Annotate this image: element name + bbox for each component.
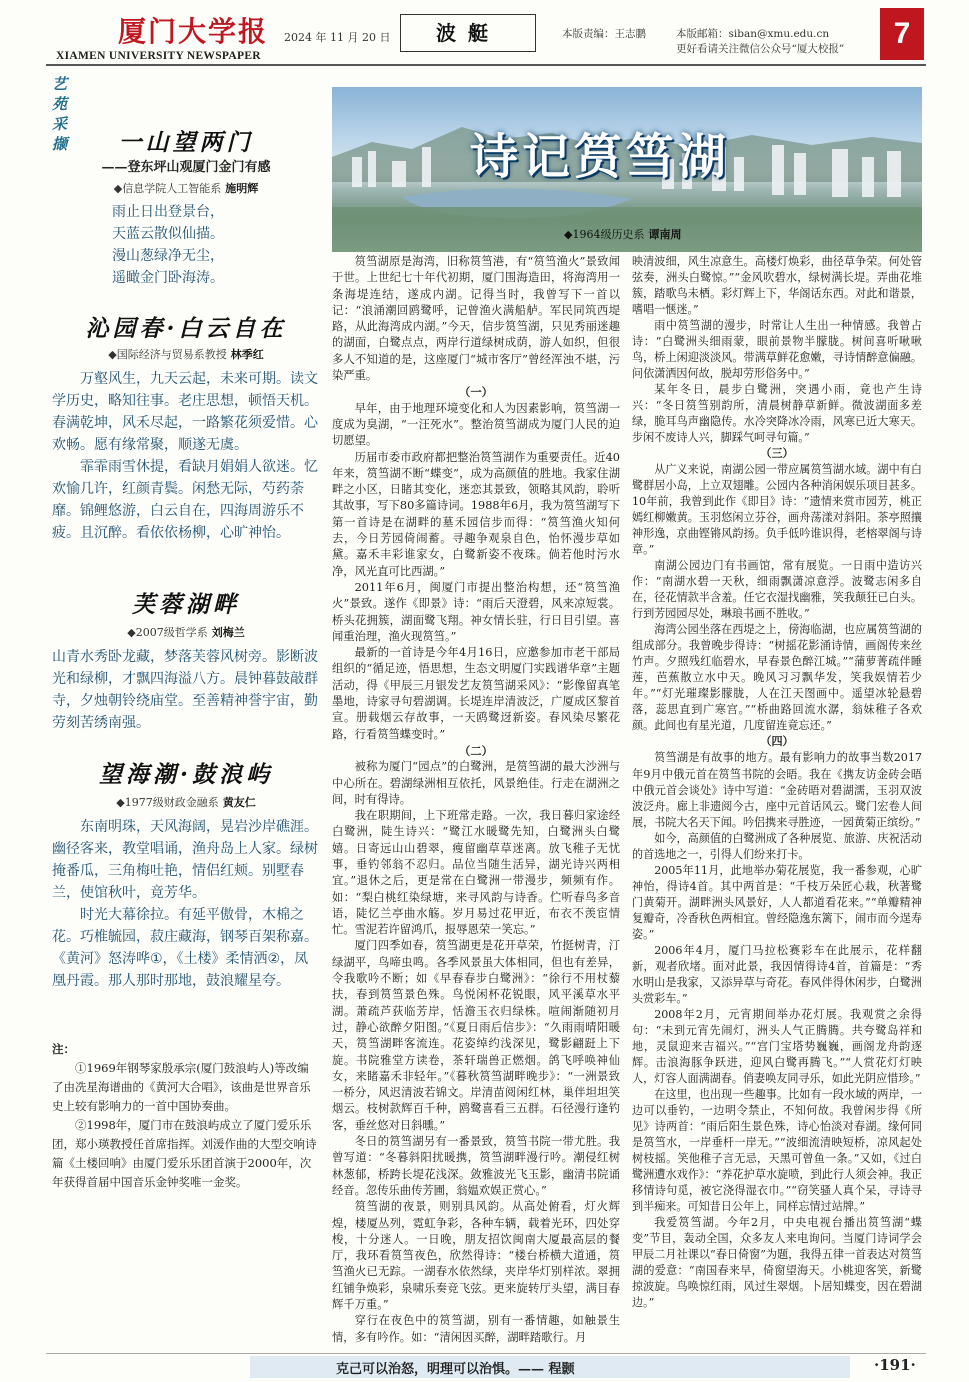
article-byline	[564, 226, 681, 242]
wechat-note: 更好看请关注微信公众号“厦大校报”	[676, 43, 845, 55]
newspaper-logo: 厦门大学报	[118, 15, 269, 48]
poem-body	[52, 816, 320, 992]
article-paragraph: 早年，由于地理环境变化和人为因素影响，筼筜湖一度成为臭湖，“一汪死水”。整治筼筜湖成为厦门人民的迫切愿望。	[332, 401, 620, 448]
article-paragraph: 冬日的筼筜湖另有一番景致，筼筜书院一带尤胜。我曾写道：“冬暮斜阳扰暖携，筼筜湖畔漫行吟。潮侵红树林葱郁，桥跨长堤花浅深。敛雅波光飞玉影，幽清书院诵经音。忽传乐曲传芳圃，翁媪欢娱正赏心。”	[332, 1135, 620, 1197]
article-paragraph: 映清波细，风生凉意生。高楼灯焕彩，曲径草争荣。何处管弦奏，洲头白鹭惊。”“金风吹碧水，绿树满长堤。弄曲花堆簇，踏歌鸟未栖。彩灯辉上下，华阁话东西。对此和谐景，嗜唱一惬迷。”	[632, 255, 922, 317]
article-paragraph: 我在职期间，上下班常走路。一次，我日暮归家途经白鹭洲，陡生诗兴：“鹭江水暖鹭先知，白鹭洲头白鹭嬉。日寄远山山碧翠，瘦留幽草草迷离。放飞稚子无忧事，垂钓邻翁不忍归。品位当随生活异，湖光诗兴两相宜。”退休之后，更是常在白鹭洲一带漫步，频频有作。如：“梨白桃红染绿塘，来寻风韵与诗香。伫听春鸟多音语，陡忆兰亭曲水觞。岁月易过花甲近，布衣不羡宦情忙。雪泥若许留鸿爪，报辱恩荣一笑忘。”	[332, 809, 620, 937]
poem-author: 刘梅兰	[211, 626, 245, 639]
folio-number: ·191·	[874, 1356, 916, 1374]
poem-subtitle: ——登东坪山观厦门金门有感	[101, 160, 271, 175]
page-email: 本版邮箱：siban@xmu.edu.cn	[676, 28, 830, 40]
article-column-2	[632, 254, 922, 1311]
column-tag: 艺苑采撷	[52, 75, 68, 153]
article-paragraph: 从广义来说，南湖公园一带应属筼筜湖水域。湖中有白鹭群居小岛，上立双翅雕。公园内各种消闲娱乐项目甚多。10年前，我曾到此作《即目》诗：“遗情来赏市园芳，桃正嫣红柳嫩黄。玉羽悠闲立芬谷，画舟荡漾对斜阳。茶亭照攘神形逸，京曲铿锵风韵扬。负手低吟谁识得，老榕翠阁与诗章。”	[632, 463, 922, 557]
poem-stanza: 万壑风生，九天云起，未来可期。读文学历史，略知往事。老庄思想，顿悟天机。春满乾坤，风禾尽起，一路繁花须爱惜。心欢畅。愿有缘常聚，顺遂无虞。	[52, 371, 318, 453]
note-item: ②1998年，厦门市在鼓浪屿成立了厦门爱乐乐团，郑小瑛教授任首席指挥。刘湲作曲的大型交响诗篇《土楼回响》由厦门爱乐乐团首演于2000年，次年获得首届中国音乐金钟奖唯一金奖。	[52, 1118, 317, 1189]
poem-body	[52, 646, 320, 734]
poem-affiliation: ◆2007级哲学系	[127, 626, 208, 639]
poem-notes	[52, 1040, 320, 1192]
article-paragraph: 某年冬日，晨步白鹭洲，突遇小雨，竟也产生诗兴：“冬日筼筜别韵所，清晨树静草新鲜。微波湖面多差绿，脆耳鸟声幽隐传。水冷突降冰冷雨，风寒已近大寒天。步闲不废诗人兴，脚踩气呵寻句篇。”	[632, 383, 922, 445]
poem-byline	[52, 624, 320, 640]
article-paragraph: 厦门四季如春，筼筜湖更是花开草荣，竹挺树青，汀绿湖平，鸟啼虫鸣。各季风景虽大体相同，但也有差异，令我歌吟不断；如《早春春步白鹭洲》：“徐行不用杖藜扶，春到筼筜景色殊。鸟悦闲杯花锐眼，风平溪草水平湖。萧疏芦荻临芳岸，恬澹玉衣归绿株。喧闹渐随初月过，静心欲醉夕阳图。”《夏日雨后信步》：“久雨雨晴阳暖天，筼筜湖畔客流连。花姿绰约浅深见，鹭影翩跹上下旋。书院雅堂方读卷，茶轩瑞兽正燃烟。鸽飞呼唤神仙女，来睹嘉禾非轻年。”《暮秋筼筜湖畔晚步》：“一洲景致一桥分，风迟清波若锦文。岸清苗阅闲红林，巢伴坦坦笑烟云。枝树款辉百千种，鸥鹭喜看三五群。石径漫行逢钓客，垂丝悠对日斜曛。”	[332, 939, 620, 1132]
article-paragraph: 海湾公园坐落在西堤之上，傍海临湖，也应属筼筜湖的组成部分。我曾晚步得诗：“树摇花影涌诗情，画阁传来丝竹声。夕照残红临碧水，早春景色醉江城。”“蒲萝菁疏伴睡莲，芭蕉散立水中天。晚风习习飘华发，笑我娱情若少年。”“灯光璀璨影朦胧，人在江天图画中。遥望冰轮悬碧落，蕊思直到广寒宫。”“桥曲路回流水潺，翁妹稚子各欢颜。此间也有星光道，几度留连竟忘还。”	[632, 623, 922, 733]
article-paragraph: 2008年2月，元宵期间举办花灯展。我观赏之余得句：“未到元宵先闹灯，洲头人气正腾腾。共夸鹭岛祥和地，灵鼠迎来吉福兴。”“宫门宝塔势巍巍，画阁龙舟韵逐辉。击浪海豚争跃进，迎风白鹭再腾飞。”“人赏花灯灯映人，灯容人面满湖春。俏妻唤友同寻乐，如此光阴应惜珍。”	[632, 1007, 922, 1085]
article-paragraph: 2011年6月，闽厦门市提出整治构想，还“筼筜渔火”景致。遂作《即景》诗：“雨后天澄碧，风来凉短裳。桥头花拥簇，湖面鹭飞翔。神女情长驻，行日目引望。喜闻重治理，渔火现筼筜。”	[332, 580, 620, 643]
header-divider	[46, 64, 926, 66]
poem-line: 漫山葱绿净无尘，	[112, 248, 224, 264]
poem-title: 一山望两门	[118, 129, 254, 156]
article-paragraph: 历届市委市政府都把整治筼筜湖作为重要责任。近40年来，筼筜湖不断“蝶变”，成为高颜值的胜地。我家住湖畔之小区，日睹其变化，迷恋其景致，领略其风韵，聆听其故事，写下80多篇诗词。1988年6月，我为筼筜湖写下第一首诗是在湖畔的墓禾园信步而得：“筼筜渔火知何去，今日芳园倚闹蓄。寻趣争观泉自色，怡怀漫步草如黛。嘉禾丰彩谁家女，白鹭新姿不夜珠。倘若他时污水净，风光直可比西湖。”	[332, 450, 620, 578]
section-title: 波艇	[400, 14, 536, 52]
article-paragraph: 最新的一首诗是今年4月16日，应邀参加市老干部局组织的“循足迹，悟思想，生态文明厦门实践谱华章”主题活动，得《甲辰三月银发艺友筼筜湖采风》：“影像留真笔墨地，诗家寻句碧湖调。长堤连岸清波泛，广厦成区黎首宣。册载烟云存故事，一天鸥鹭迓新姿。春风染尽繁花路，行看筼筜蝶变时。”	[332, 646, 620, 741]
page-editor: 本版责编：王志鹏	[562, 28, 646, 40]
section-heading: （三）	[760, 447, 794, 461]
poem-byline	[52, 794, 320, 810]
poem-stanza: 东南明珠，天风海阔，晃岩沙岸礁涯。幽径客来，教堂唱诵，渔舟岛上人家。绿树掩番瓜，三角梅吐艳，情侣红颊。别墅春兰，使馆秋叶，竟芳华。	[52, 819, 318, 901]
article-paragraph: 南湖公园边门有书画馆，常有展览。一日雨中造访兴作：“南湖水碧一天秋，细雨飘潇凉意浮。波鹭志闲多自在，径花情款半含羞。任它衣湿找幽雅，笑我颠狂已白头。行到芳园园尽处，琳琅书画不胜收。”	[632, 559, 922, 621]
poem-author: 施明辉	[225, 182, 259, 195]
poem-byline	[52, 180, 320, 196]
article-title: 诗记筼筜湖	[470, 129, 731, 185]
article-paragraph: 筼筜湖的夜景，则别具风韵。从高处俯看，灯火辉煌，楼厦丛列，霓虹争彩，各种车辆，载着光环，四处穿梭，十分迷人。一日晚，朋友招饮闽南大厦最高层的餐厅，我环看筼筜夜色，欣然得诗：“楼台桥横大道通，筼筜渔火已无踪。一湖春水依然绿，夹岸华灯别样浓。翠拥红铺争焕彩，泉啸乐奏竞飞弦。更来旋转厅头望，满目春辉千万重。”	[332, 1200, 620, 1311]
footer-divider	[46, 1353, 926, 1354]
section-heading: （二）	[459, 743, 493, 758]
poem-title: 沁园春·白云自在	[85, 315, 287, 342]
poem-affiliation: ◆1977级财政金融系	[116, 796, 219, 809]
poem-byline	[52, 346, 320, 362]
article-author: 谭南周	[648, 228, 682, 241]
poem-stanza: 霏霏雨雪休提，看缺月娟娟人欲迷。忆欢愉几许，红颜青鬓。闲愁无际，芍药荼靡。锦鲤悠游，白云自在，四海周游乐不疲。且沉醉。看依依杨柳，心旷神怡。	[52, 459, 318, 541]
poem-author: 黄友仁	[222, 796, 256, 809]
poem-title: 芙蓉湖畔	[132, 591, 240, 618]
article-column-1	[332, 254, 620, 1346]
section-heading: （四）	[760, 735, 794, 749]
article-paragraph: 被称为厦门“园点”的白鹭洲，是筼筜湖的最大沙洲与中心所在。碧湖绿洲相互依托，风景绝佳。行走在湖洲之间，时有得诗。	[332, 760, 620, 806]
poem-line: 雨止日出登景台，	[112, 204, 224, 220]
article-paragraph: 我爱筼筜湖。今年2月，中央电视台播出筼筜湖“蝶变”节目，轰动全国，众多友人来电询问。当厦门诗词学会甲辰二月社课以“春日倚窗”为题，我得五律一首表达对筼筜湖的爱意：“南国春来早，倚窗望海天。小桃迎客笑，新鹭掠波旋。鸟唤惊红雨，风过生翠烟。卜居知蝶变，因在碧湖边。”	[632, 1215, 922, 1310]
poem-affiliation: ◆信息学院人工智能系	[113, 182, 222, 195]
article-paragraph: 2005年11月，此地举办菊花展览，我一番参观，心旷神怡，得诗4首。其中两首是：“千枝万朵匠心栽，秋著鹭门黄菊开。湖畔洲头风景好，人人都道看花来。”“单瓣精神复瓣奇，冷香秋色两相宜。曾经隐逸东篱下，闹市而今逞寿姿。”	[632, 863, 922, 941]
notes-label: 注：	[52, 1042, 75, 1056]
note-item: ①1969年钢琴家殷承宗(厦门鼓浪屿人)等改编了由冼星海谱曲的《黄河大合唱》，该曲是世界音乐史上较有影响力的一首中国协奏曲。	[52, 1061, 311, 1113]
article-paragraph: 雨中筼筜湖的漫步，时常让人生出一种情感。我曾占诗：“白鹭洲头细雨蒙，眼前景物半朦胧。树间喜听啾啾鸟，桥上闲迎淡淡风。带满草鲜花愈嫩，寻诗情醉意偏融。问依潇洒因何故，脱却劳形俗务中。”	[632, 319, 922, 381]
poem-body	[112, 201, 312, 289]
article-paragraph: 如今，高颜值的白鹭洲成了各种展览、旅游、庆祝活动的首选地之一，引得人们纷来打卡。	[632, 831, 922, 861]
poem-stanza: 山青水秀卧龙藏，梦落芙蓉风树旁。影断波光和绿柳，才飘四海溢八方。晨钟暮鼓敲群寺，夕烛朝铃绕庙堂。至善精神誉宇宙，勤劳刻苦绣南强。	[52, 649, 318, 731]
article-paragraph: 穿行在夜色中的筼筜湖，别有一番情趣，如触景生情，多有吟作。如：“清闲因买醉，湖畔踏歌行。月	[332, 1314, 620, 1344]
page-number: 7	[880, 8, 924, 60]
article-paragraph: 筼筜湖是有故事的地方。最有影响力的故事当数2017年9月中俄元首在筼筜书院的会晤。我在《携友访金砖会晤中俄元首会谈处》诗中写道：“金砖晤对碧湖濡，玉羽双波波泛舟。廊上非遗阅今古，座中元首话风云。鹭门宏卷人间展，书院大名天下闻。吟侣携来寻胜迹，一园黄菊正缤纷。”	[632, 751, 922, 829]
issue-date: 2024 年 11 月 20 日	[284, 31, 391, 44]
poem-line: 遥瞰金门卧海涛。	[112, 270, 224, 286]
poem-stanza: 时光大幕徐拉。有延平傲骨，木棉之花。巧椎毓园，菽庄藏海，钢琴百架称嘉。《黄河》怒涛哗①，《土楼》柔情洒②，凤凰丹霞。那人那时那地，鼓浪耀星夸。	[52, 907, 318, 989]
poem-body	[52, 368, 320, 544]
article-paragraph: 在这里，也出现一些趣事。比如有一段水域的两岸，一边可以垂钓，一边明令禁止，不知何故。我曾闲步得《所见》诗两首：“雨后阳生景色殊，诗心怡淡对春湖。缘何同是筼筜水，一岸垂杆一岸无。”“波细流清映短桥，凉风起处树枝摇。笑他稚子言无忌，天黑可曾鱼一条。”又如，《过白鹭洲遭水戏作》：“养花护草水旋喷，到此行人须会神。我正移情诗句觅，被它浇得湿衣巾。”“窃笑骚人真个呆，寻诗寻到半痴来。可知昔日公年上，同样忘情过站牌。”	[632, 1087, 922, 1213]
article-affiliation: ◆1964级历史系	[564, 228, 645, 241]
newspaper-logo-english: XIAMEN UNIVERSITY NEWSPAPER	[56, 50, 261, 62]
article-paragraph: 筼筜湖原是海湾，旧称筼筜港，有“筼筜渔火”景致闻于世。上世纪七十年代初期，厦门围海造田，将海湾用一条海堤连结，遂成内湖。记得当时，我曾写下一首以记：“浪涌潮回鸥鹭呼，记曾渔火满船舻。军民同筑西堤路，从此海湾成内湖。”今天，信步筼筜湖，只见秀丽迷趣的湖面，白鹭点点，两岸行道绿树成荫，游人如织，但很多人不知道的是，这座厦门“城市客厅”曾经浑浊不堪，污染严重。	[332, 255, 620, 383]
section-heading: （一）	[459, 385, 493, 400]
poem-author: 林季红	[230, 348, 264, 361]
article-paragraph: 2006年4月，厦门马拉松赛彩车在此展示，花样翻新，观者欣堵。面对此景，我因情得诗4首，首篇是：“秀水明山是我家，又添异草与奇花。春风伴得休闲步，白鹭洲头赏彩车。”	[632, 943, 922, 1005]
poem-affiliation: ◆国际经济与贸易系教授	[108, 348, 227, 361]
poem-line: 天蓝云散似仙描。	[112, 226, 224, 242]
poem-title: 望海潮·鼓浪屿	[98, 761, 273, 788]
footer-quote: 克己可以治怒，明理可以治惧。—— 程颢	[336, 1362, 575, 1377]
